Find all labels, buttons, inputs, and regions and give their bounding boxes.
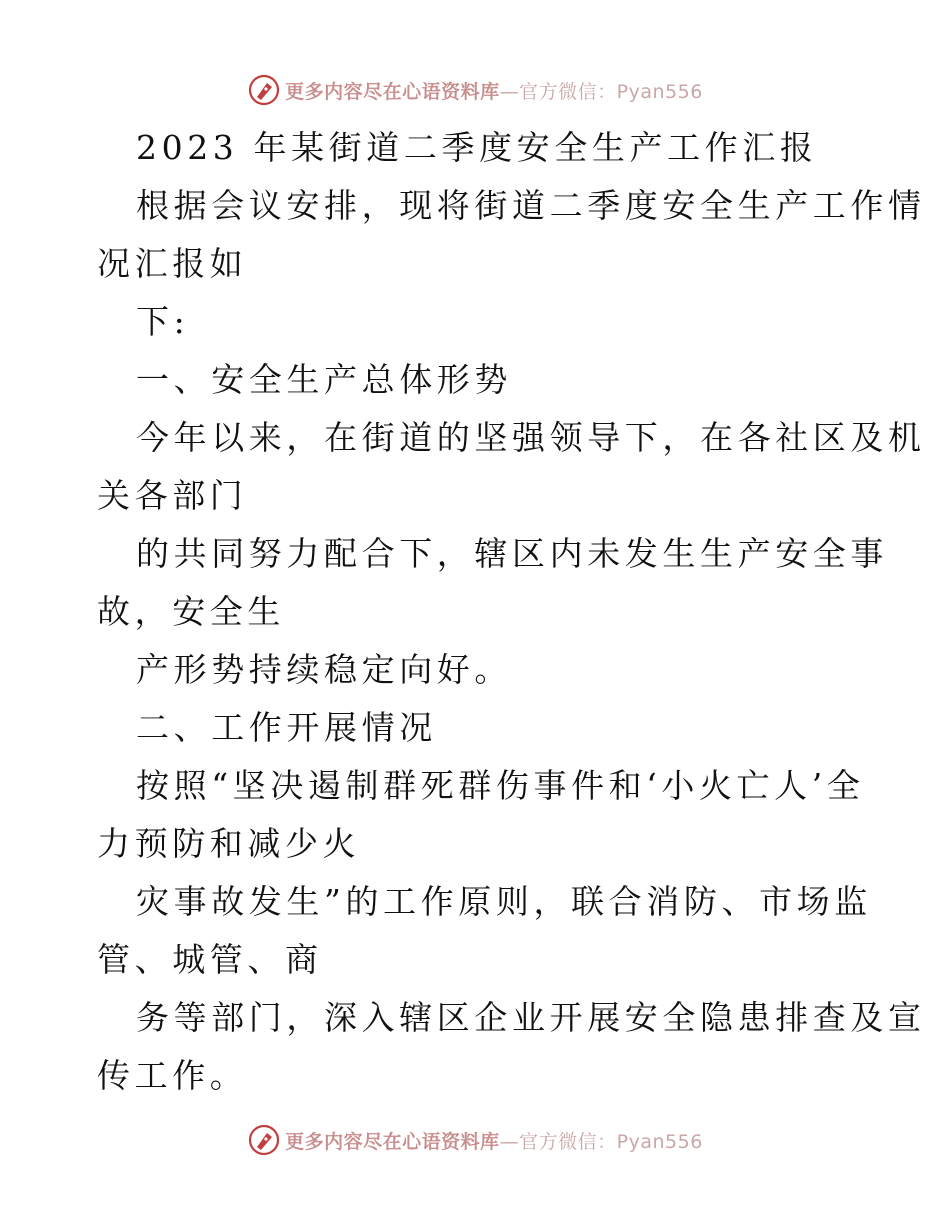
document-title: 2023 年某街道二季度安全生产工作汇报 (136, 128, 818, 167)
watermark-brand: 更多内容尽在心语资料库 (285, 80, 500, 103)
watermark-text (285, 1127, 703, 1154)
paragraph-line: 务等部门，深入辖区企业开展安全隐患排查及宣 (136, 998, 926, 1037)
watermark-text (285, 77, 703, 104)
footer-watermark (0, 1120, 950, 1160)
paragraph-line: 的共同努力配合下，辖区内未发生生产安全事 (136, 534, 888, 573)
watermark-wechat: 官方微信：Pyan556 (519, 1130, 703, 1153)
pen-nib-logo-icon (247, 73, 281, 107)
pen-nib-logo-icon (247, 1123, 281, 1157)
paragraph-line: 根据会议安排，现将街道二季度安全生产工作情 (136, 186, 926, 225)
paragraph-line: 关各部门 (97, 476, 248, 515)
paragraph-line: 按照“坚决遏制群死群伤事件和‘小火亡人’全 (136, 766, 865, 805)
paragraph-line: 今年以来，在街道的坚强领导下，在各社区及机 (136, 418, 926, 457)
paragraph-line: 产形势持续稳定向好。 (136, 650, 512, 689)
paragraph-line: 传工作。 (97, 1056, 248, 1095)
header-watermark (0, 70, 950, 110)
section-heading: 二、工作开展情况 (136, 708, 437, 747)
paragraph-line: 况汇报如 (97, 244, 248, 283)
watermark-brand: 更多内容尽在心语资料库 (285, 1130, 500, 1153)
watermark-dash: — (499, 80, 520, 103)
section-heading: 一、安全生产总体形势 (136, 360, 512, 399)
paragraph-line: 灾事故发生”的工作原则，联合消防、市场监 (136, 882, 872, 921)
paragraph-line: 下: (136, 302, 190, 341)
paragraph-line: 力预防和减少火 (97, 824, 361, 863)
paragraph-line: 管、城管、商 (97, 940, 323, 979)
watermark-dash: — (499, 1130, 520, 1153)
watermark-wechat: 官方微信：Pyan556 (519, 80, 703, 103)
paragraph-line: 故，安全生 (97, 592, 285, 631)
